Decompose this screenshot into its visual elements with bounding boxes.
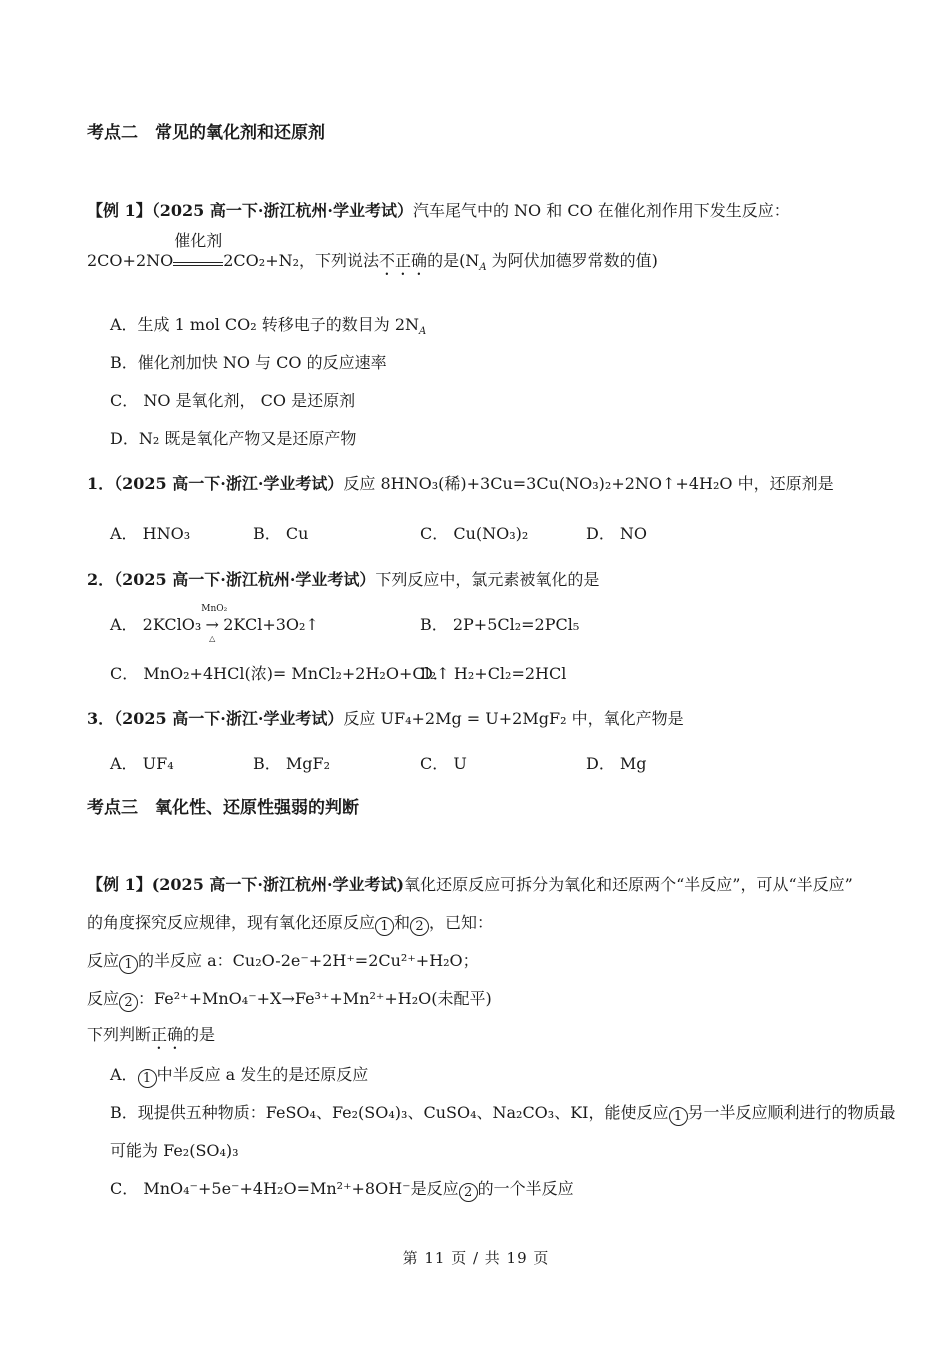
example-2-line-2: [87, 912, 493, 936]
ex2-option-c[interactable]: [110, 1178, 574, 1202]
circled-2-icon: 2: [410, 917, 429, 936]
question-stem: 反应 8HNO₃(稀)+3Cu=3Cu(NO₃)₂+2NO↑+4H₂O 中，还原剂是: [343, 474, 834, 493]
q2-option-c[interactable]: C． MnO₂+4HCl(浓)= MnCl₂+2H₂O+Cl₂↑: [110, 664, 450, 683]
option-label: A．: [110, 615, 138, 634]
q2-option-b[interactable]: B． 2P+5Cl₂=2PCl₅: [420, 615, 580, 634]
circled-2-icon: 2: [119, 993, 138, 1012]
example-tag: 【例 1】: [87, 875, 152, 894]
emphasis-correct: 正确: [151, 1025, 184, 1044]
question-number: 3．: [87, 709, 115, 728]
q2-option-d[interactable]: D． H₂+Cl₂=2HCl: [420, 664, 567, 683]
q3-option-d[interactable]: D． Mg: [586, 754, 647, 773]
option-a-text: A．生成 1 mol CO₂ 转移电子的数目为 2N: [110, 315, 420, 334]
question-stem: 反应 UF₄+2Mg = U+2MgF₂ 中，氧化产物是: [343, 709, 684, 728]
q1-option-c[interactable]: C． Cu(NO₃)₂: [420, 524, 529, 543]
question-number: 1．: [87, 474, 115, 493]
example-text: 下列判断: [87, 1025, 152, 1044]
option-label: A．: [110, 1065, 138, 1084]
half-reaction-a: 的半反应 a：Cu₂O-2e⁻+2H⁺=2Cu²⁺+H₂O；: [138, 951, 479, 970]
option-text: 另一半反应顺利进行的物质最: [687, 1103, 896, 1122]
example-text: 的是: [183, 1025, 216, 1044]
question-source: （2025 高一下·浙江·学业考试）: [114, 474, 344, 493]
example-2-line-5: [87, 1024, 215, 1053]
example-source: （2025 高一下·浙江杭州·学业考试）: [151, 201, 413, 220]
example-text: ，已知：: [429, 913, 494, 932]
question-1: [87, 473, 834, 495]
example-2-line-1: [87, 874, 853, 896]
reaction-arrow: MnO₂ → △: [201, 614, 223, 636]
catalyst-equals: [173, 231, 223, 266]
option-a-sub: A: [419, 326, 427, 338]
circled-2-icon: 2: [459, 1183, 478, 1202]
example-text: 反应: [87, 989, 120, 1008]
equation-left: 2CO+2NO: [87, 251, 174, 270]
option-text: 的一个半反应: [477, 1179, 574, 1198]
example-text: 反应: [87, 951, 120, 970]
option-text: C． MnO₄⁻+5e⁻+4H₂O=Mn²⁺+8OH⁻是反应: [110, 1179, 459, 1198]
question-3: [87, 708, 684, 730]
reactant: 2KClO₃: [142, 615, 202, 634]
circled-1-icon: 1: [119, 955, 138, 974]
example-tag: 【例 1】: [87, 201, 152, 220]
catalyst-label: 催化剂: [174, 231, 223, 250]
option-d[interactable]: D．N₂ 既是氧化产物又是还原产物: [110, 429, 357, 448]
circled-1-icon: 1: [138, 1069, 157, 1088]
example-2-line-4: [87, 988, 492, 1012]
q3-option-c[interactable]: C． U: [420, 754, 467, 773]
example-stem: 汽车尾气中的 NO 和 CO 在催化剂作用下发生反应：: [412, 201, 790, 220]
question-number: 2．: [87, 570, 115, 589]
option-c[interactable]: C． NO 是氧化剂， CO 是还原剂: [110, 391, 356, 410]
option-text: 中半反应 a 发生的是还原反应: [156, 1065, 369, 1084]
example-text: 氧化还原反应可拆分为氧化和还原两个“半反应”，可从“半反应”: [404, 875, 853, 894]
ex2-option-b-cont: 可能为 Fe₂(SO₄)₃: [110, 1141, 239, 1160]
ex2-option-b[interactable]: [110, 1102, 896, 1126]
emphasis-not-correct: 不正确: [379, 251, 428, 270]
circled-1-icon: 1: [669, 1107, 688, 1126]
page-footer: 第 11 页 / 共 19 页: [402, 1249, 550, 1267]
question-stem: 下列反应中，氯元素被氧化的是: [375, 570, 600, 589]
question-text-2: 的是(N: [427, 251, 480, 270]
ex2-option-a[interactable]: [110, 1064, 368, 1088]
q1-option-d[interactable]: D． NO: [586, 524, 648, 543]
example-text: 和: [394, 913, 411, 932]
na-subscript: A: [479, 262, 487, 274]
q2-option-a[interactable]: [110, 604, 319, 643]
circled-1-icon: 1: [375, 917, 394, 936]
option-text: B．现提供五种物质：FeSO₄、Fe₂(SO₄)₃、CuSO₄、Na₂CO₃、KI，能使反应: [110, 1103, 669, 1122]
section-title-3: 考点三 氧化性、还原性强弱的判断: [87, 798, 359, 818]
product: 2KCl+3O₂↑: [223, 615, 319, 634]
option-a[interactable]: [110, 314, 426, 336]
arrow-top: MnO₂: [201, 604, 228, 614]
example-text: 的角度探究反应规律，现有氧化还原反应: [87, 913, 376, 932]
question-source: （2025 高一下·浙江杭州·学业考试）: [114, 570, 376, 589]
equation-right: 2CO₂+N₂: [223, 251, 300, 270]
q1-option-b[interactable]: B． Cu: [253, 524, 309, 543]
question-text: ，下列说法: [299, 251, 380, 270]
example-2-line-3: [87, 950, 479, 974]
question-text-3: 为阿伏加德罗常数的值): [486, 251, 658, 270]
q1-option-a[interactable]: A． HNO₃: [110, 524, 191, 543]
question-2: [87, 569, 599, 591]
q3-option-b[interactable]: B． MgF₂: [253, 754, 330, 773]
arrow-bottom: △: [209, 634, 216, 643]
option-b[interactable]: B．催化剂加快 NO 与 CO 的反应速率: [110, 353, 387, 372]
example-1-header: [87, 200, 790, 222]
question-source: （2025 高一下·浙江·学业考试）: [114, 709, 344, 728]
example-source: (2025 高一下·浙江杭州·学业考试): [151, 875, 405, 894]
q3-option-a[interactable]: A． UF₄: [110, 754, 174, 773]
section-title-2: 考点二 常见的氧化剂和还原剂: [87, 123, 325, 143]
reaction-2: ：Fe²⁺+MnO₄⁻+X→Fe³⁺+Mn²⁺+H₂O(未配平): [138, 989, 492, 1008]
example-1-equation: [87, 231, 658, 279]
